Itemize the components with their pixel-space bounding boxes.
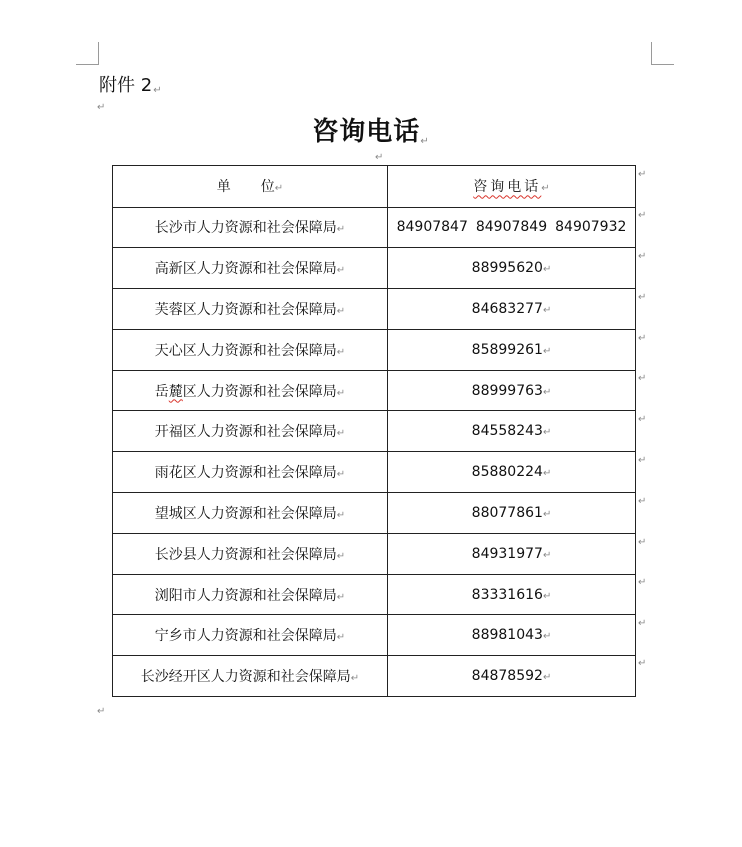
unit-name-part: 岳 <box>154 383 169 400</box>
table-row <box>113 533 636 574</box>
unit-cell <box>113 533 388 574</box>
row-end-mark-icon: ↵ <box>638 292 647 303</box>
header-phone-label: 咨询电话 <box>473 179 542 196</box>
unit-name: 开福区人力资源和社会保障局 <box>154 424 337 441</box>
table-header-row <box>113 166 636 208</box>
top-left-crop-mark <box>76 42 99 65</box>
phone-cell <box>388 248 636 289</box>
title-text: 咨询电话 <box>312 117 421 147</box>
unit-cell <box>113 574 388 615</box>
paragraph-mark-icon: ↵ <box>542 508 552 520</box>
unit-name: 望城区人力资源和社会保障局 <box>154 505 337 522</box>
paragraph-mark-icon: ↵ <box>542 631 552 643</box>
unit-name-part: 麓 <box>168 383 183 400</box>
table-row <box>113 615 636 656</box>
phone-number: 84558243 <box>471 423 543 440</box>
paragraph-mark-icon: ↵ <box>541 183 550 195</box>
unit-cell <box>113 248 388 289</box>
phone-cell <box>388 656 636 697</box>
phone-cell <box>388 574 636 615</box>
phone-number: 88981043 <box>471 627 543 644</box>
unit-name: 天心区人力资源和社会保障局 <box>154 342 337 359</box>
paragraph-mark-icon: ↵ <box>336 265 346 277</box>
table-row <box>113 329 636 370</box>
unit-name: 芙蓉区人力资源和社会保障局 <box>154 301 337 318</box>
paragraph-mark-icon: ↵ <box>336 550 346 562</box>
phone-cell <box>388 207 636 248</box>
unit-cell <box>113 370 388 411</box>
paragraph-mark-icon: ↵ <box>542 549 552 561</box>
phone-cell <box>388 370 636 411</box>
row-end-mark-icon: ↵ <box>638 658 647 669</box>
table-row <box>113 248 636 289</box>
unit-name-part: 区人力资源和社会保障局 <box>182 383 337 400</box>
phone-cell <box>388 411 636 452</box>
attachment-label <box>99 76 162 96</box>
unit-cell <box>113 289 388 330</box>
unit-cell <box>113 411 388 452</box>
phone-number: 85880224 <box>471 464 543 481</box>
row-end-mark-icon: ↵ <box>638 414 647 425</box>
paragraph-mark-icon: ↵ <box>336 469 346 481</box>
paragraph-mark-icon: ↵ <box>336 591 346 603</box>
unit-name: 长沙县人力资源和社会保障局 <box>154 546 337 563</box>
unit-name: 宁乡市人力资源和社会保障局 <box>154 628 337 645</box>
paragraph-mark-icon: ↵ <box>542 590 552 602</box>
unit-cell <box>113 207 388 248</box>
paragraph-mark-icon: ↵ <box>336 632 346 644</box>
phone-number: 84931977 <box>471 545 543 562</box>
unit-name: 雨花区人力资源和社会保障局 <box>154 465 337 482</box>
top-right-crop-mark <box>651 42 674 65</box>
row-end-mark-icon: ↵ <box>638 373 647 384</box>
consultation-phone-table <box>112 165 636 697</box>
header-unit-part1: 单 <box>216 179 231 196</box>
phone-number: 88999763 <box>471 382 543 399</box>
unit-name: 长沙市人力资源和社会保障局 <box>154 220 337 237</box>
attachment-text: 附件 2 <box>99 75 153 96</box>
table-row <box>113 411 636 452</box>
phone-number: 84907932 <box>555 219 627 236</box>
paragraph-mark-icon: ↵ <box>375 152 384 163</box>
header-phone-cell <box>388 166 636 208</box>
paragraph-mark-icon: ↵ <box>336 346 346 358</box>
unit-name: 浏阳市人力资源和社会保障局 <box>154 587 337 604</box>
unit-cell <box>113 615 388 656</box>
unit-cell <box>113 329 388 370</box>
unit-name: 高新区人力资源和社会保障局 <box>154 261 337 278</box>
paragraph-mark-icon: ↵ <box>542 427 552 439</box>
phone-number: 84907849 <box>475 219 548 236</box>
row-end-mark-icon: ↵ <box>638 496 647 507</box>
paragraph-mark-icon: ↵ <box>542 304 552 316</box>
paragraph-mark-icon: ↵ <box>97 706 106 717</box>
row-end-mark-icon: ↵ <box>638 537 647 548</box>
unit-cell <box>113 452 388 493</box>
row-end-mark-icon: ↵ <box>638 210 647 221</box>
header-unit-part2: 位 <box>260 179 275 196</box>
phone-number: 84683277 <box>471 300 543 317</box>
paragraph-mark-icon: ↵ <box>274 183 284 195</box>
unit-name: 长沙经开区人力资源和社会保障局 <box>140 669 351 686</box>
phone-cell <box>388 533 636 574</box>
phone-cell <box>388 329 636 370</box>
table-row <box>113 656 636 697</box>
table-row <box>113 370 636 411</box>
row-end-mark-icon: ↵ <box>638 169 647 180</box>
table-row <box>113 207 636 248</box>
row-end-mark-icon: ↵ <box>638 333 647 344</box>
paragraph-mark-icon: ↵ <box>336 305 346 317</box>
unit-cell <box>113 656 388 697</box>
unit-cell <box>113 493 388 534</box>
table-row <box>113 574 636 615</box>
phone-number: 88077861 <box>471 504 543 521</box>
row-end-mark-icon: ↵ <box>638 577 647 588</box>
paragraph-mark-icon: ↵ <box>336 224 346 236</box>
paragraph-mark-icon: ↵ <box>542 672 552 684</box>
paragraph-mark-icon: ↵ <box>336 428 346 440</box>
paragraph-mark-icon: ↵ <box>336 509 346 521</box>
row-end-mark-icon: ↵ <box>638 455 647 466</box>
phone-number: 84907847 <box>396 219 468 236</box>
paragraph-mark-icon: ↵ <box>542 468 552 480</box>
paragraph-mark-icon: ↵ <box>336 387 346 399</box>
paragraph-mark-icon: ↵ <box>420 136 430 147</box>
table-row <box>113 452 636 493</box>
phone-cell <box>388 493 636 534</box>
header-unit-cell <box>113 166 388 208</box>
phone-number: 83331616 <box>471 586 543 603</box>
phone-number: 85899261 <box>471 341 543 358</box>
paragraph-mark-icon: ↵ <box>350 673 360 685</box>
phone-cell <box>388 452 636 493</box>
phone-cell <box>388 289 636 330</box>
table-row <box>113 289 636 330</box>
phone-cell <box>388 615 636 656</box>
paragraph-mark-icon: ↵ <box>542 264 552 276</box>
paragraph-mark-icon: ↵ <box>97 102 106 113</box>
table-row <box>113 493 636 534</box>
row-end-mark-icon: ↵ <box>638 251 647 262</box>
row-end-mark-icon: ↵ <box>638 618 647 629</box>
phone-number: 88995620 <box>471 260 543 277</box>
paragraph-mark-icon: ↵ <box>542 345 552 357</box>
page-title <box>0 115 742 149</box>
phone-number: 84878592 <box>471 668 543 685</box>
paragraph-mark-icon: ↵ <box>153 85 162 96</box>
paragraph-mark-icon: ↵ <box>542 386 552 398</box>
